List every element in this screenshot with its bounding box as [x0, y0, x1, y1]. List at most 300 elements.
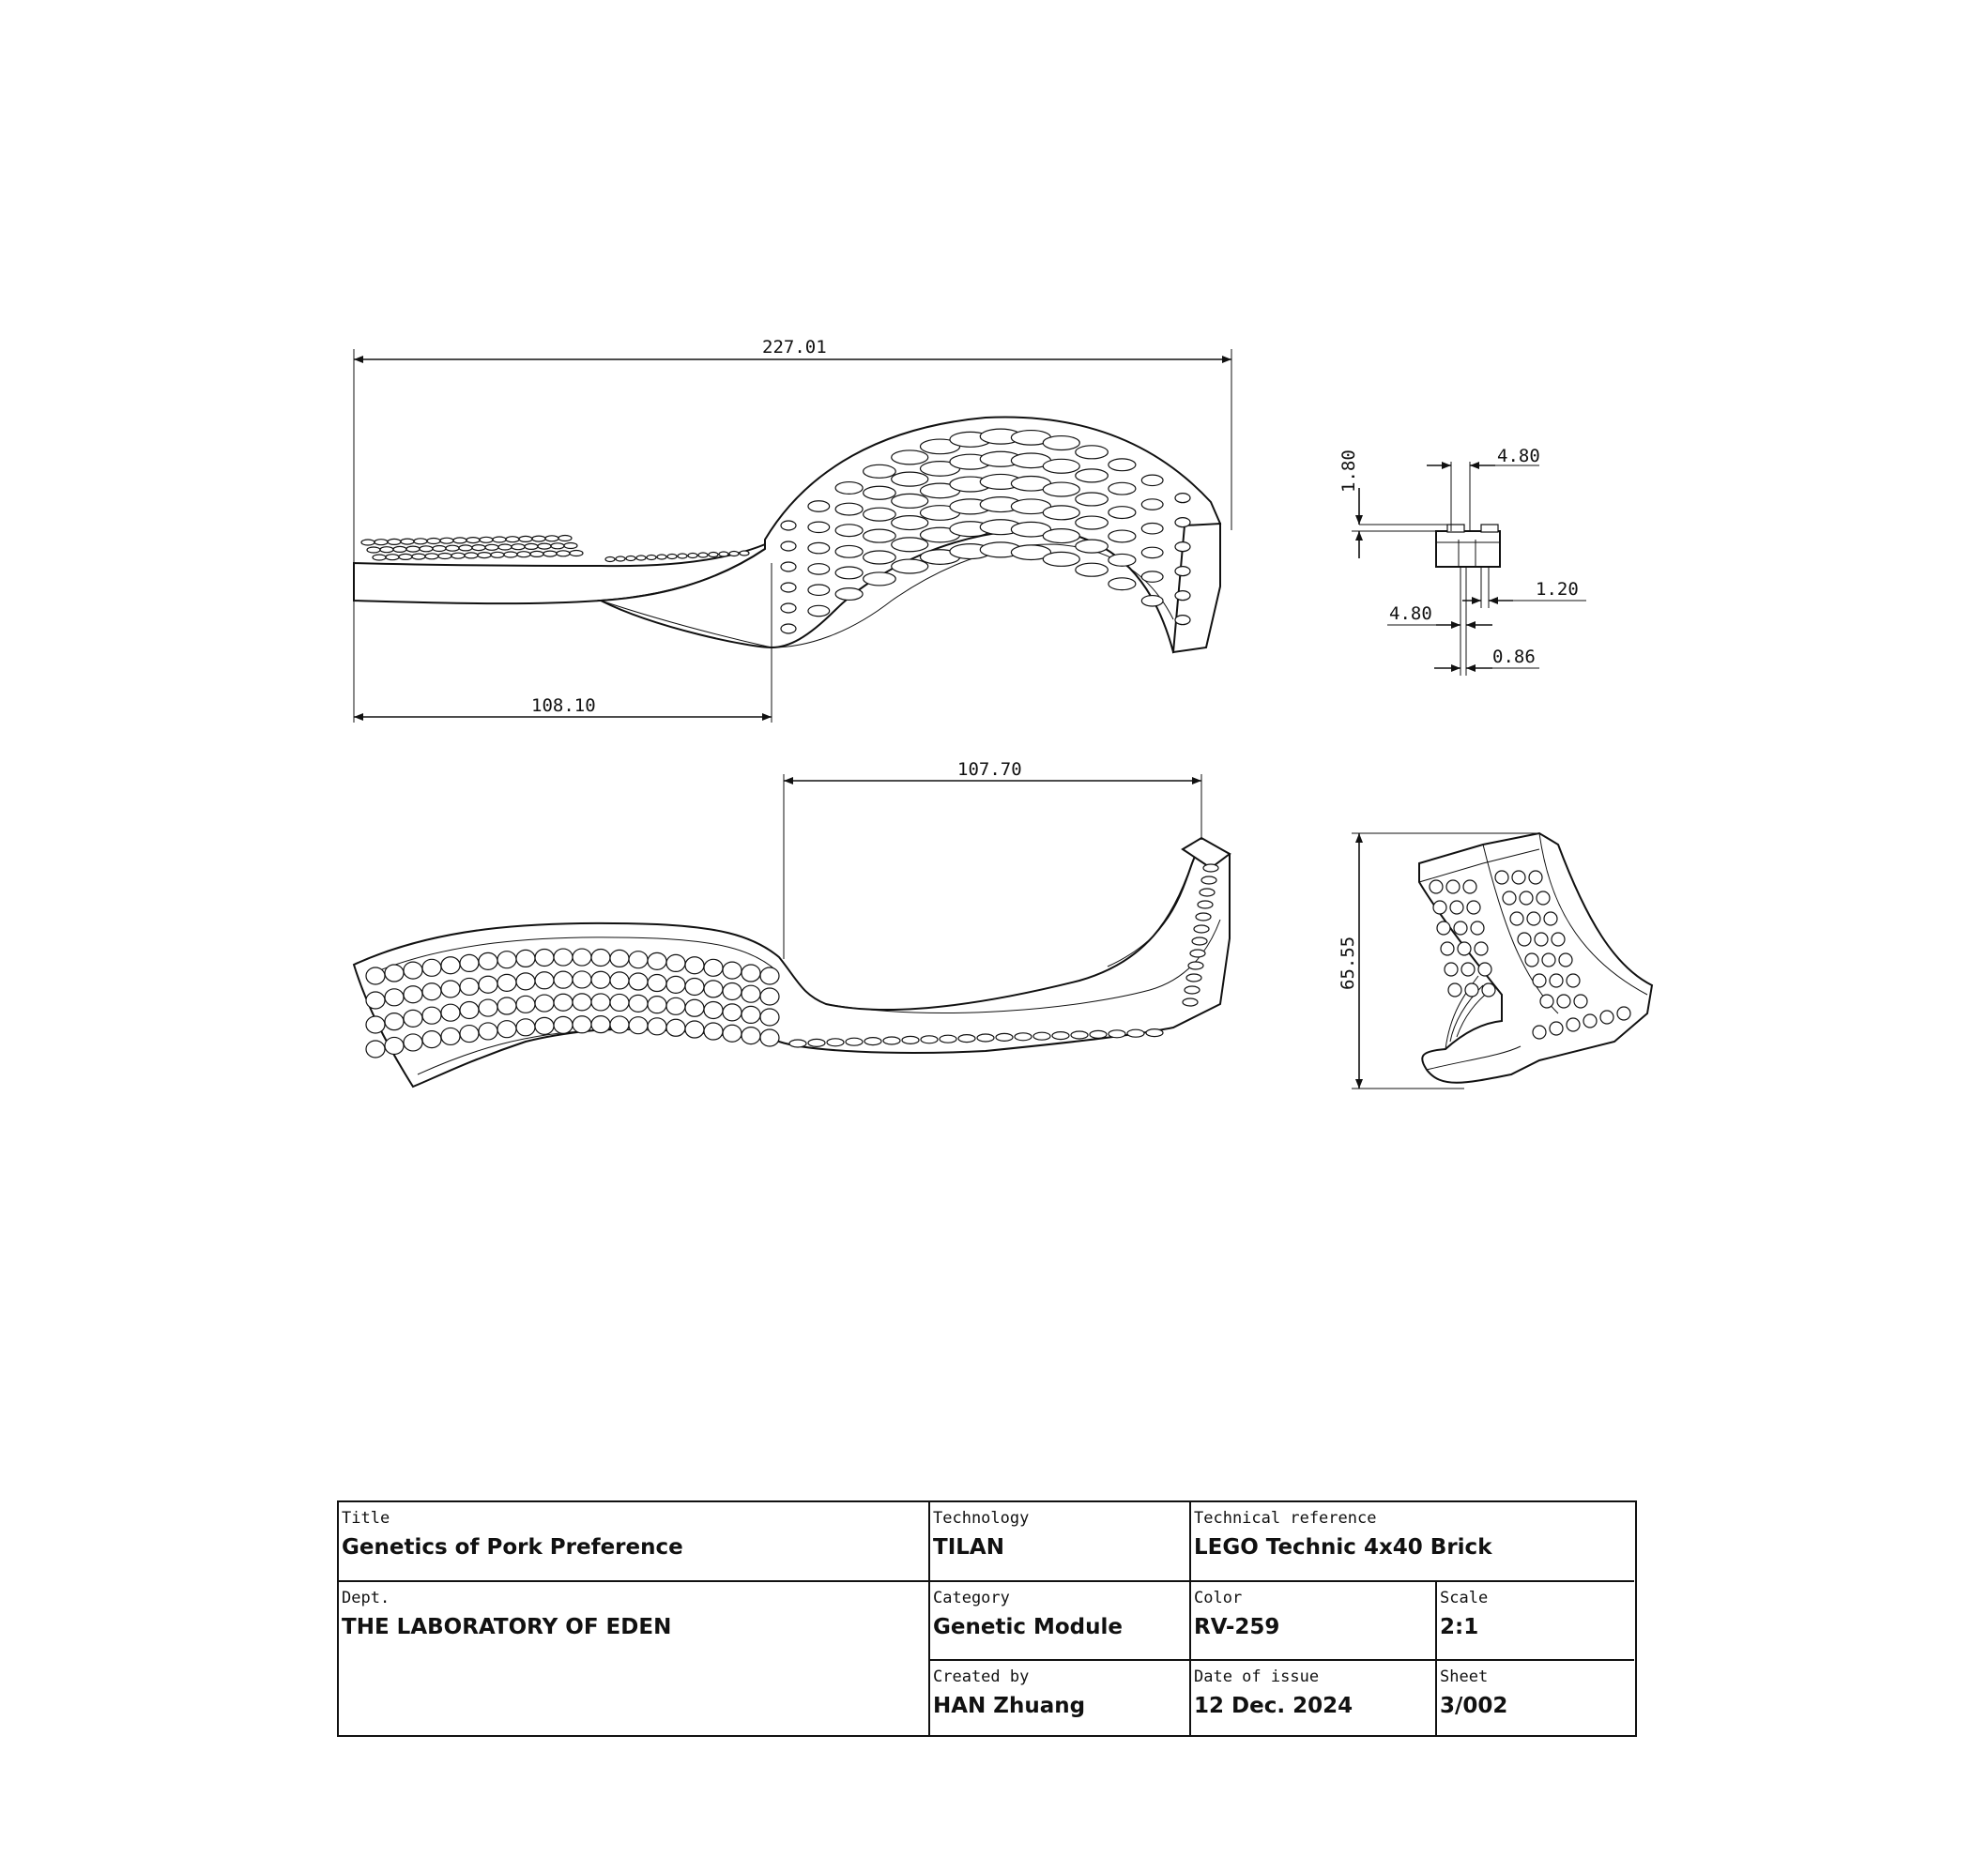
stud: [1071, 1031, 1088, 1039]
stud: [519, 536, 532, 541]
stud: [846, 1038, 863, 1045]
perforation: [1550, 974, 1563, 987]
perforation: [591, 971, 610, 988]
perforation: [441, 981, 460, 997]
color-value: RV-259: [1194, 1615, 1280, 1639]
perforation: [1141, 524, 1163, 534]
perforation: [1482, 983, 1495, 997]
perforation: [723, 1004, 742, 1021]
stud: [393, 546, 406, 552]
perforation: [1141, 547, 1163, 557]
sheet-label: Sheet: [1440, 1667, 1489, 1686]
perforation: [892, 450, 928, 464]
stud: [1194, 925, 1209, 933]
perforation: [554, 971, 573, 988]
perforation: [1141, 596, 1163, 606]
perforation: [1542, 953, 1555, 967]
category-value: Genetic Module: [933, 1615, 1123, 1639]
perforation: [1525, 953, 1538, 967]
techref-value: LEGO Technic 4x40 Brick: [1194, 1535, 1492, 1560]
perforation: [1567, 1018, 1580, 1031]
perforation: [835, 482, 863, 495]
stud: [427, 539, 440, 544]
perforation: [1503, 891, 1516, 905]
perforation: [573, 949, 591, 966]
perforation: [1076, 469, 1109, 482]
perforation: [808, 501, 830, 511]
perforation: [781, 603, 796, 613]
perforation: [535, 1017, 554, 1034]
perforation: [808, 522, 830, 532]
perforation: [723, 982, 742, 999]
cell-title: [339, 1502, 930, 1582]
stud: [545, 536, 558, 541]
perforation: [760, 1009, 779, 1026]
perforation: [1175, 591, 1190, 601]
scale-label: Scale: [1440, 1589, 1489, 1607]
perforation: [892, 538, 928, 552]
perforation: [723, 962, 742, 979]
cell-color: [1191, 1582, 1437, 1661]
perforation: [460, 1026, 479, 1043]
stud: [401, 539, 414, 544]
perforation: [497, 1021, 516, 1038]
stud: [388, 539, 401, 544]
perforation: [1471, 921, 1484, 935]
perforation: [1043, 529, 1079, 543]
stud: [425, 554, 438, 559]
perforation: [404, 962, 422, 979]
perforation: [864, 572, 896, 586]
perforation: [535, 972, 554, 989]
stud: [412, 554, 425, 559]
stud: [1015, 1033, 1032, 1041]
perforation: [835, 567, 863, 579]
perforation: [404, 986, 422, 1003]
created-value: HAN Zhuang: [933, 1694, 1086, 1718]
perforation: [573, 994, 591, 1011]
stud: [433, 546, 446, 552]
perforation: [1495, 871, 1508, 884]
perforation: [1559, 953, 1572, 967]
stud: [478, 553, 491, 558]
perforation: [1520, 891, 1533, 905]
stud: [414, 539, 427, 544]
perforation: [441, 1028, 460, 1044]
stud: [1198, 901, 1213, 908]
stud: [902, 1036, 919, 1043]
stud: [1196, 913, 1211, 921]
cell-created: [930, 1661, 1191, 1735]
stud: [1183, 998, 1198, 1006]
perforation: [591, 994, 610, 1011]
perforation: [1583, 1014, 1597, 1028]
perforation: [629, 1017, 648, 1034]
stud: [709, 553, 718, 557]
perforation: [892, 494, 928, 508]
perforation: [835, 545, 863, 557]
cell-dept: [339, 1582, 930, 1735]
sheet-value: 3/002: [1440, 1694, 1508, 1718]
perforation: [610, 994, 629, 1011]
stud: [1127, 1029, 1144, 1037]
stud: [605, 557, 615, 562]
perforation: [610, 972, 629, 989]
stud: [451, 553, 465, 558]
stud: [530, 551, 543, 556]
perforation: [385, 965, 404, 982]
perforation: [1175, 616, 1190, 625]
perforation: [610, 1016, 629, 1033]
perforation: [864, 551, 896, 564]
stud: [789, 1040, 806, 1047]
perforation: [1076, 493, 1109, 506]
cell-sheet: [1437, 1661, 1634, 1735]
stud: [538, 543, 551, 549]
perforation: [591, 1016, 610, 1033]
stud: [446, 545, 459, 551]
perforation: [781, 562, 796, 571]
perforation: [1175, 494, 1190, 503]
perforation: [591, 950, 610, 967]
side-view-top: [354, 417, 1220, 652]
perforation: [864, 486, 896, 499]
perforation: [808, 542, 830, 553]
perforation: [1567, 974, 1580, 987]
stud: [506, 537, 519, 542]
perforation: [1043, 552, 1079, 566]
stud: [1109, 1030, 1125, 1038]
perforation: [760, 1029, 779, 1046]
perforation: [704, 959, 723, 976]
stud: [504, 552, 517, 557]
created-label: Created by: [933, 1667, 1030, 1686]
stud: [465, 553, 478, 558]
perforation: [1430, 880, 1443, 893]
stud: [827, 1039, 844, 1046]
perforation: [1446, 880, 1460, 893]
stud: [517, 552, 530, 557]
perforation: [422, 1007, 441, 1024]
title-block: [337, 1500, 1637, 1737]
perforation: [685, 999, 704, 1016]
perforation: [366, 1041, 385, 1058]
stud: [380, 547, 393, 553]
perforation: [535, 950, 554, 967]
perforation: [1458, 942, 1471, 955]
perforation: [479, 976, 497, 993]
perforation: [864, 529, 896, 542]
perforation: [1076, 446, 1109, 459]
stud: [626, 556, 635, 561]
stud: [375, 540, 388, 545]
technology-label: Technology: [933, 1509, 1030, 1528]
date-value: 12 Dec. 2024: [1194, 1694, 1353, 1718]
perforation: [835, 588, 863, 601]
date-label: Date of issue: [1194, 1667, 1320, 1686]
perforation: [1175, 542, 1190, 552]
perforation: [1109, 459, 1136, 471]
perforation: [1175, 567, 1190, 576]
stud: [440, 538, 453, 543]
perforation: [497, 997, 516, 1014]
stud: [557, 551, 570, 556]
techref-label: Technical reference: [1194, 1509, 1377, 1528]
perforation: [1544, 912, 1557, 925]
stud: [1192, 937, 1207, 945]
dim-right-segment: [784, 759, 1201, 959]
category-label: Category: [933, 1589, 1010, 1607]
stud: [438, 554, 451, 559]
stud: [657, 555, 666, 559]
perforation: [1535, 933, 1548, 946]
perforation: [704, 981, 723, 997]
dim-1-80: 1.80: [1338, 449, 1359, 493]
stud: [570, 551, 583, 556]
stud: [399, 554, 412, 559]
perforation: [781, 521, 796, 530]
perforation: [1557, 995, 1570, 1008]
perforation: [610, 950, 629, 967]
perforation: [479, 1023, 497, 1040]
stud: [678, 554, 687, 558]
perforation: [1512, 871, 1525, 884]
perforation: [1441, 942, 1454, 955]
perforation: [1433, 901, 1446, 914]
perforation: [516, 950, 535, 967]
dim-108-10: 108.10: [531, 695, 596, 716]
perforation: [781, 541, 796, 551]
perforation: [573, 971, 591, 988]
stud: [491, 552, 504, 557]
end-view: [1419, 833, 1652, 1083]
perforation: [1478, 963, 1491, 976]
dim-65-55: 65.55: [1338, 936, 1358, 990]
stud: [1203, 864, 1218, 872]
perforation: [648, 952, 666, 969]
perforation: [1540, 995, 1553, 1008]
perforation: [1574, 995, 1587, 1008]
perforation: [1461, 963, 1475, 976]
perforation: [835, 525, 863, 537]
perforation: [441, 1004, 460, 1021]
perforation: [1141, 571, 1163, 582]
stud: [558, 536, 572, 541]
stud: [1185, 986, 1200, 994]
perforation: [1445, 963, 1458, 976]
cell-scale: [1437, 1582, 1634, 1661]
stud: [1190, 950, 1205, 957]
stud: [498, 544, 512, 550]
perforation: [1043, 436, 1079, 450]
perforation: [808, 564, 830, 574]
dim-227: 227.01: [762, 337, 827, 358]
scale-value: 2:1: [1440, 1615, 1479, 1639]
perforation: [1617, 1007, 1630, 1020]
perforation: [1475, 942, 1488, 955]
perforation: [648, 1018, 666, 1035]
stud: [512, 544, 525, 550]
perforation: [1537, 891, 1550, 905]
perforation: [808, 585, 830, 595]
perforation: [1076, 563, 1109, 576]
stud: [636, 556, 646, 560]
stud: [996, 1033, 1013, 1041]
perforation: [1454, 921, 1467, 935]
stud: [1201, 876, 1216, 884]
perforation: [479, 999, 497, 1016]
perforation: [1518, 933, 1531, 946]
stud: [977, 1034, 994, 1042]
stud: [1090, 1030, 1107, 1038]
color-label: Color: [1194, 1589, 1243, 1607]
stud: [480, 537, 493, 542]
perforation: [1076, 540, 1109, 553]
stud: [551, 543, 564, 549]
stud: [1186, 974, 1201, 982]
perforation: [760, 988, 779, 1005]
perforation: [366, 1016, 385, 1033]
perforation: [460, 954, 479, 971]
stud: [493, 537, 506, 542]
dept-value: THE LABORATORY OF EDEN: [342, 1615, 672, 1639]
perforation: [366, 967, 385, 984]
stud: [921, 1036, 938, 1043]
perforation: [1529, 871, 1542, 884]
perforation: [497, 974, 516, 991]
perforation: [742, 965, 760, 982]
perforation: [554, 994, 573, 1011]
perforation: [516, 996, 535, 1013]
stud: [740, 551, 749, 556]
perforation: [1448, 983, 1461, 997]
perforation: [1043, 459, 1079, 473]
perforation: [648, 997, 666, 1013]
perforation: [629, 973, 648, 990]
stud: [883, 1037, 900, 1044]
perforation: [666, 976, 685, 993]
perforation: [781, 583, 796, 592]
perforation: [554, 949, 573, 966]
perforation: [1043, 482, 1079, 496]
perforation: [460, 978, 479, 995]
perforation: [892, 516, 928, 530]
perforation: [835, 503, 863, 515]
perforation: [666, 1019, 685, 1036]
perforation: [742, 985, 760, 1002]
stud: [698, 553, 708, 557]
perforation: [892, 472, 928, 486]
stud: [1146, 1029, 1163, 1037]
perforation: [1141, 499, 1163, 510]
stud: [367, 547, 380, 553]
stud: [1200, 889, 1215, 896]
cell-techref: [1191, 1502, 1634, 1582]
perforation: [422, 983, 441, 1000]
perforation: [666, 997, 685, 1014]
cell-date: [1191, 1661, 1437, 1735]
stud: [466, 538, 480, 543]
perforation: [1141, 475, 1163, 485]
stud: [525, 543, 538, 549]
stud: [373, 555, 386, 560]
perforation: [385, 1013, 404, 1030]
stud: [386, 555, 399, 560]
perforation: [404, 1010, 422, 1027]
perforation: [1552, 933, 1565, 946]
dim-0-86: 0.86: [1492, 647, 1536, 667]
perforation: [516, 1019, 535, 1036]
perforation: [1550, 1022, 1563, 1035]
stud: [1033, 1032, 1050, 1040]
perforation: [441, 957, 460, 974]
stud: [361, 540, 375, 545]
dim-4-80-top: 4.80: [1497, 446, 1540, 466]
perforation: [781, 624, 796, 633]
title-label: Title: [342, 1509, 390, 1528]
perforation: [366, 992, 385, 1009]
stud: [940, 1035, 956, 1043]
perforation: [497, 952, 516, 968]
perforation: [742, 1006, 760, 1023]
stud: [1188, 962, 1203, 969]
stud: [719, 552, 728, 556]
stud: [420, 546, 433, 552]
side-view-bottom: [354, 838, 1230, 1087]
stud: [1052, 1032, 1069, 1040]
perforation: [1465, 983, 1478, 997]
perforation: [685, 957, 704, 974]
perforation: [685, 1021, 704, 1038]
perforation: [1510, 912, 1523, 925]
perforation: [704, 1001, 723, 1018]
stud: [532, 536, 545, 541]
perforation: [723, 1025, 742, 1042]
perforation: [1109, 482, 1136, 495]
perforation: [1600, 1011, 1613, 1024]
stud: [729, 552, 739, 556]
perforation: [1527, 912, 1540, 925]
perforation: [760, 967, 779, 984]
technology-value: TILAN: [933, 1535, 1004, 1560]
perforation: [1437, 921, 1450, 935]
stud: [958, 1035, 975, 1043]
stud: [864, 1038, 881, 1045]
perforation: [704, 1023, 723, 1040]
perforation: [685, 978, 704, 995]
perforation: [892, 559, 928, 573]
stud: [472, 545, 485, 551]
perforation: [460, 1001, 479, 1018]
stud: [616, 556, 625, 561]
perforation: [385, 1037, 404, 1054]
perforation: [629, 952, 648, 968]
detail-view: [1338, 446, 1586, 676]
perforation: [573, 1016, 591, 1033]
stud: [453, 538, 466, 543]
perforation: [1175, 518, 1190, 527]
stud: [564, 543, 577, 549]
perforation: [1109, 578, 1136, 590]
perforation: [479, 952, 497, 969]
perforation: [422, 1031, 441, 1048]
perforation: [1533, 974, 1546, 987]
perforation: [385, 989, 404, 1006]
perforation: [864, 464, 896, 478]
perforation: [1533, 1026, 1546, 1039]
cell-category: [930, 1582, 1191, 1661]
perforation: [1109, 507, 1136, 519]
